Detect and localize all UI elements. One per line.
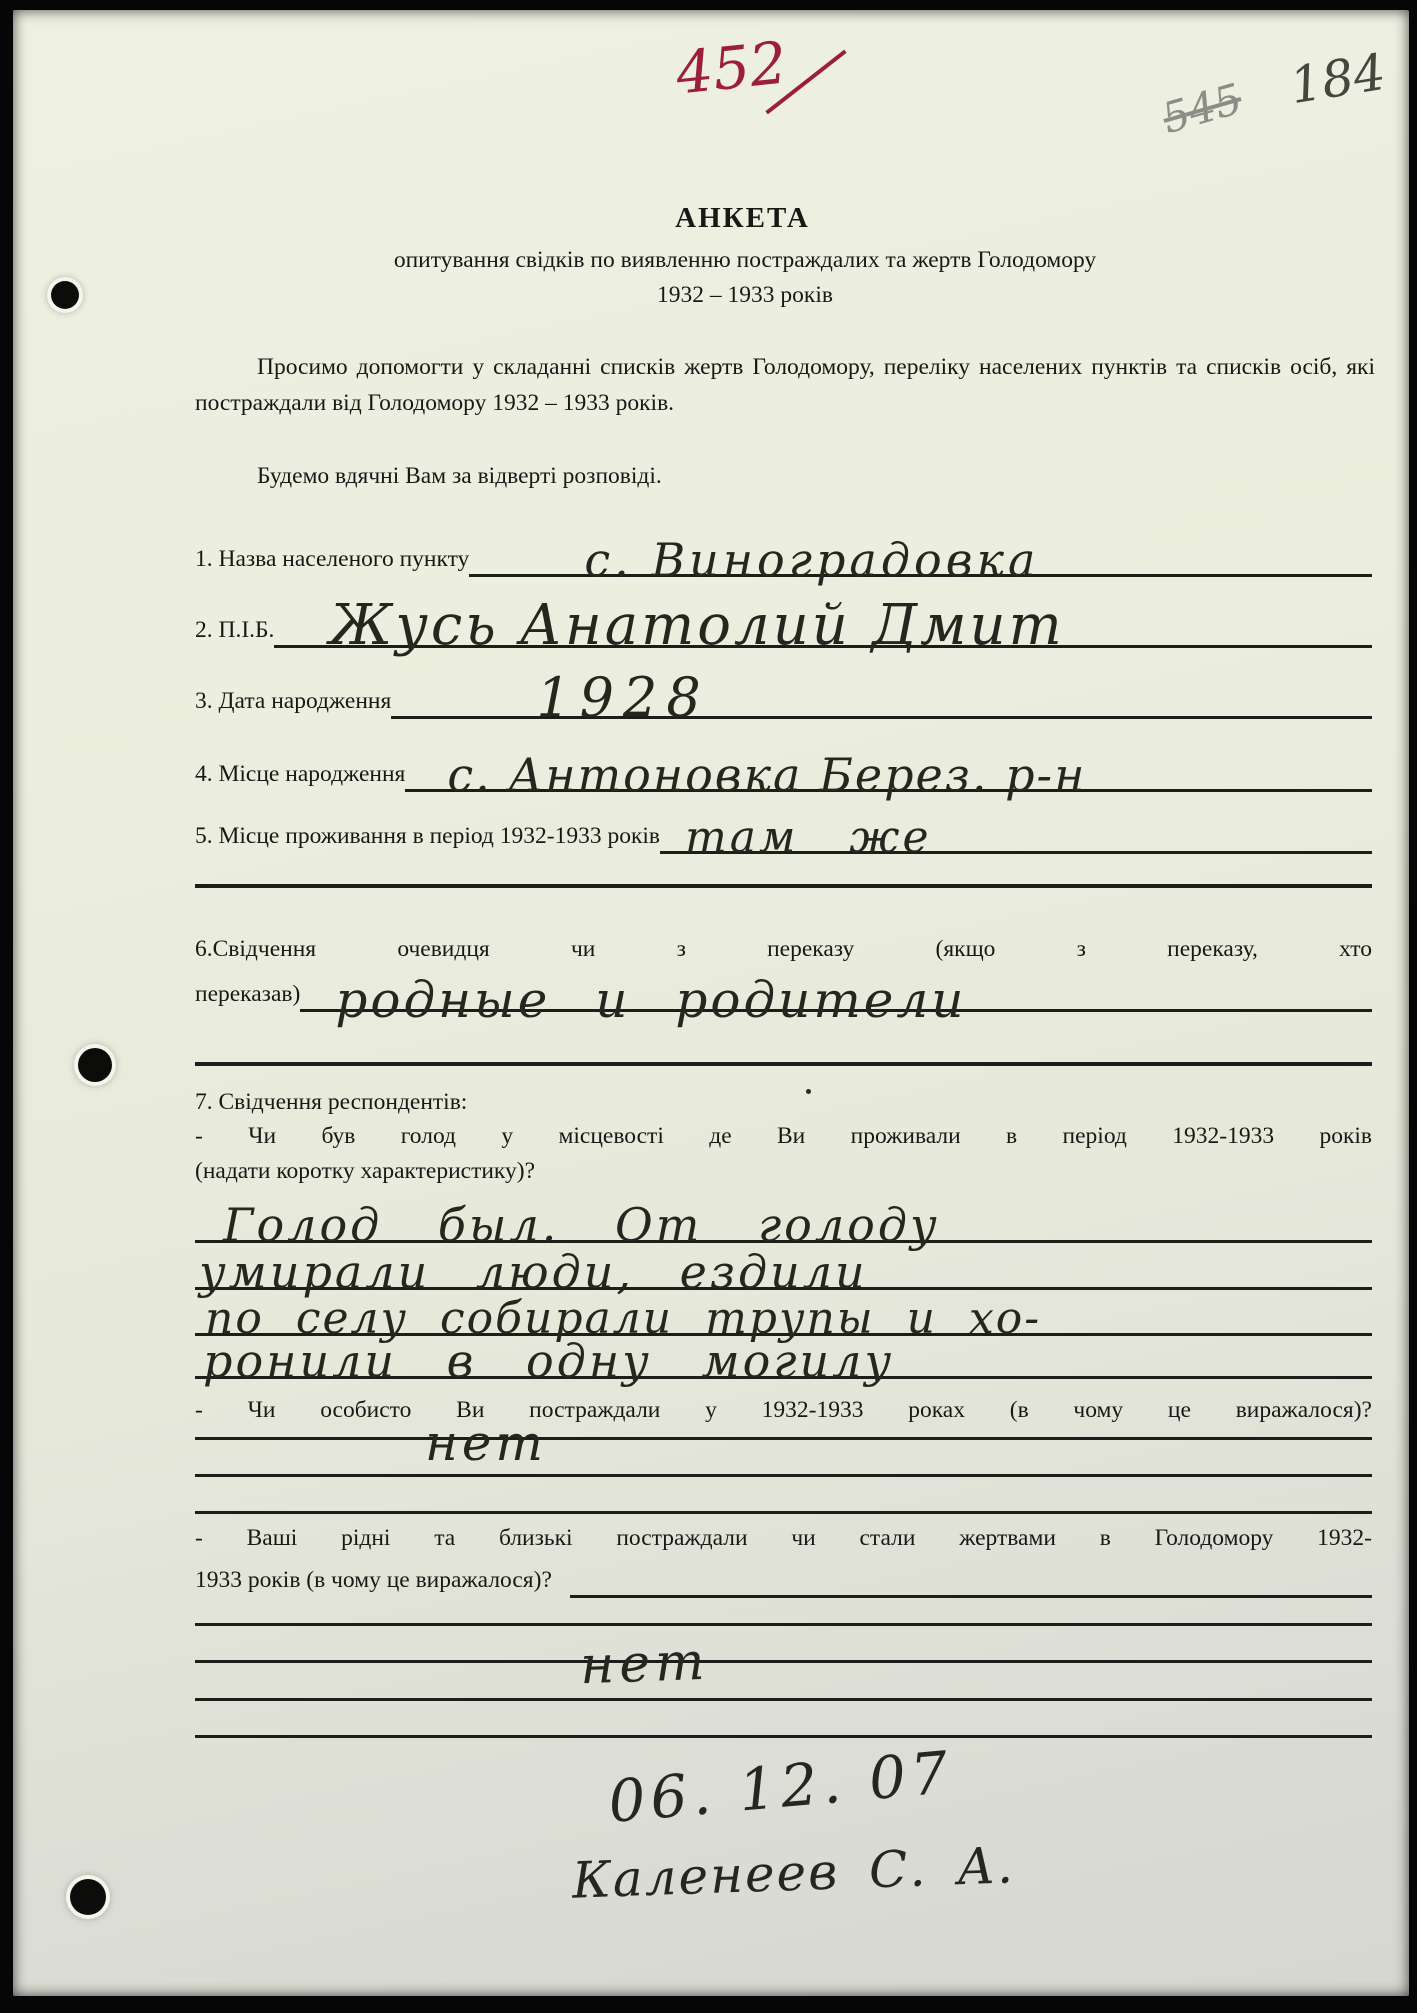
field-row-birthdate — [195, 666, 1372, 729]
section7-q1-line2: (надати коротку характеристику)? — [195, 1158, 536, 1184]
question6-label-line2: переказав) — [195, 980, 301, 1007]
form-subtitle-line1: опитування свідків по виявленню постраждалих та жертв Голодомору — [393, 247, 1097, 273]
section7-q3-line1: - Ваші рідні та близькі постраждали чи стали жертвами в Голодомору 1932- — [195, 1525, 1372, 1551]
field-name-line — [274, 589, 1372, 658]
punch-hole-top — [51, 281, 79, 309]
field-name-value-handwritten: Жусь Анатолий Дмит — [329, 593, 1065, 658]
ruled-line — [195, 1698, 1372, 1701]
field-birthdate-value-handwritten: 1928 — [536, 666, 710, 729]
q1-answer-line2-handwritten: умирали люди, ездили — [199, 1245, 868, 1299]
field-row-birthplace — [195, 746, 1372, 802]
field-settlement-label: 1. Назва населеного пункту — [195, 545, 470, 572]
field-residence-value-handwritten: там же — [685, 812, 932, 863]
form-title: АНКЕТА — [675, 202, 810, 234]
pencil-crossed-number: 545 — [1156, 73, 1248, 144]
red-page-number: 452 — [672, 28, 790, 108]
section7-heading: 7. Свідчення респондентів: — [195, 1089, 468, 1115]
field-residence-label: 5. Місце проживання в період 1932-1933 років — [195, 822, 660, 849]
field-settlement-value-handwritten: с. Виноградовка — [584, 533, 1040, 587]
q2-answer-handwritten: нет — [425, 1414, 547, 1472]
field-birthdate-label: 3. Дата народження — [195, 687, 392, 714]
ruled-line — [195, 1660, 1372, 1663]
q1-answer-row — [195, 1324, 1372, 1388]
field-settlement-line — [469, 528, 1372, 587]
intro-paragraph: Просимо допомогти у складанні списків жертв Голодомору, переліку населених пунктів та списків осіб, які постраждали від Голодомору 1932 – 1933 років. — [195, 354, 1375, 416]
field-residence-line — [660, 807, 1372, 863]
q3-inline-line — [570, 1595, 1372, 1598]
ruled-line — [195, 1437, 1372, 1440]
q1-answer-line3-handwritten: по селу собирали трупы и хо- — [205, 1293, 1042, 1344]
punch-hole-middle — [78, 1048, 112, 1082]
q3-answer-handwritten: нет — [578, 1631, 711, 1697]
question6-row — [195, 966, 1372, 1029]
intro-thanks: Будемо вдячні Вам за відверті розповіді. — [257, 463, 662, 489]
section7-q3-row — [195, 1558, 1372, 1598]
field-birthplace-label: 4. Місце народження — [195, 760, 406, 787]
ruled-line — [195, 884, 1372, 888]
ruled-line — [195, 1623, 1372, 1626]
field-row-settlement — [195, 531, 1372, 587]
q1-answer-line1-handwritten: Голод был. От голоду — [223, 1198, 940, 1252]
field-row-residence — [195, 808, 1372, 863]
field-name-label: 2. П.І.Б. — [195, 616, 275, 643]
date-handwritten: 06. 12. 07 — [605, 1738, 956, 1836]
question6-label-line1: 6.Свідчення очевидця чи з переказу (якщо з переказу, хто — [195, 936, 1372, 962]
ruled-line — [195, 1511, 1372, 1514]
question6-line — [300, 959, 1372, 1029]
form-subtitle-line2: 1932 – 1933 років — [657, 282, 833, 308]
signature-handwritten: Каленеев С. А. — [571, 1836, 1016, 1910]
q1-answer-line4-handwritten: ронили в одну могилу — [203, 1334, 895, 1388]
ruled-line — [195, 1062, 1372, 1066]
section7-q3-line2: 1933 років (в чому це виражалося)? — [195, 1566, 552, 1593]
question6-answer-handwritten: родные и родители — [335, 971, 967, 1029]
punch-hole-bottom — [70, 1879, 106, 1915]
field-birthplace-line — [405, 743, 1372, 802]
ruled-line — [195, 1735, 1372, 1738]
section7-q2: - Чи особисто Ви постраждали у 1932-1933 роках (в чому це виражалося)? — [195, 1397, 1372, 1423]
ruled-line — [195, 1474, 1372, 1477]
field-row-name — [195, 593, 1372, 658]
field-birthdate-line — [391, 662, 1372, 729]
field-birthplace-value-handwritten: с. Антоновка Берез. р-н — [447, 748, 1087, 802]
section7-q1-line1: - Чи був голод у місцевості де Ви проживали в період 1932-1933 років — [195, 1123, 1372, 1149]
pencil-page-number: 184 — [1286, 42, 1390, 116]
ink-dot — [806, 1089, 811, 1094]
